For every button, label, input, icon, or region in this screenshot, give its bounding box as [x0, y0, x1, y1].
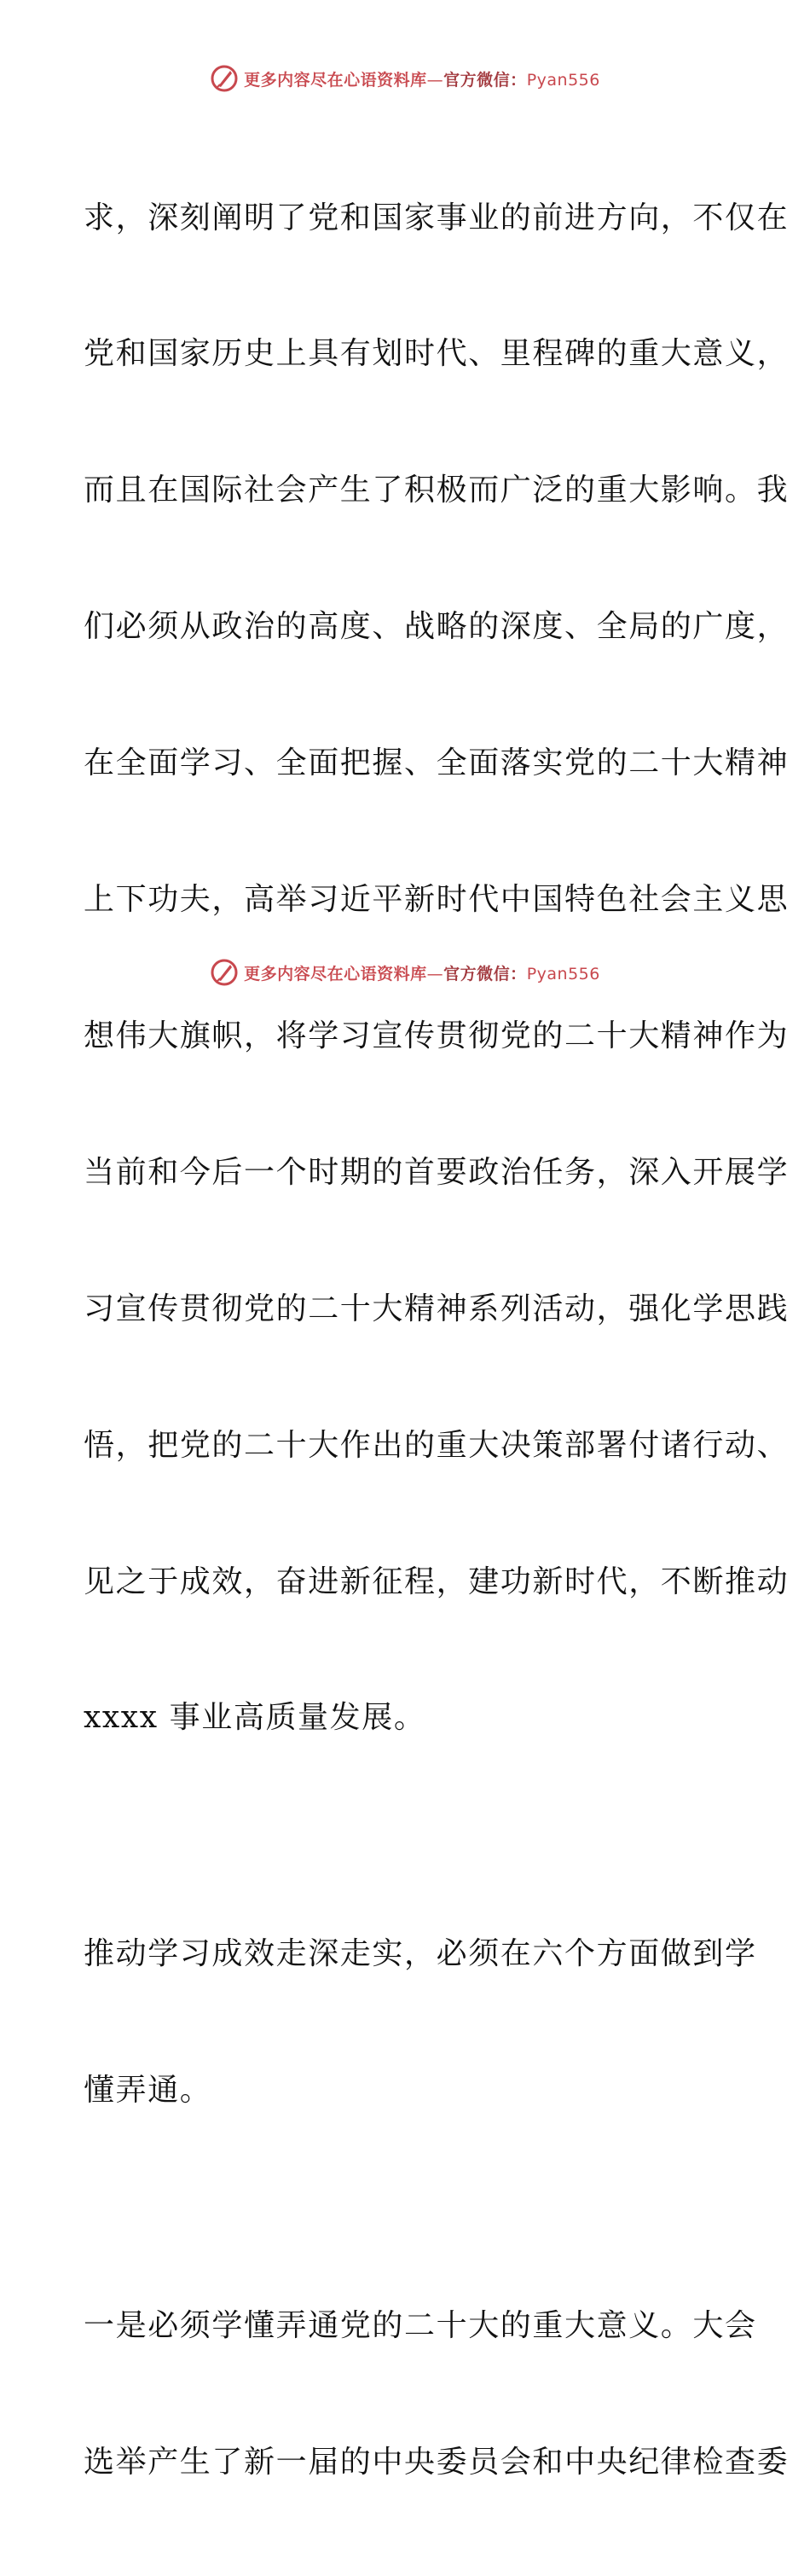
text-line: 在全面学习、全面把握、全面落实党的二十大精神: [84, 746, 790, 781]
text-line: 求，深刻阐明了党和国家事业的前进方向，不仅在: [84, 200, 790, 235]
paragraph-2: [84, 1840, 757, 2203]
text-line: 上下功夫，高举习近平新时代中国特色社会主义思: [84, 882, 790, 918]
text-line: 党和国家历史上具有划时代、里程碑的重大意义，: [84, 336, 790, 372]
text-line: 推动学习成效走深走实，必须在六个方面做到学: [84, 1935, 757, 1971]
text-line: xxxx 事业高质量发展。: [84, 1700, 426, 1736]
paragraph-spacer: [84, 1831, 732, 1840]
text-line: 选举产生了新一届的中央委员会和中央纪律检查委: [84, 2445, 790, 2480]
watermark-id: Pyan556: [526, 964, 600, 983]
watermark-dash: —: [426, 70, 444, 90]
watermark-main-text: 更多内容尽在心语资料库: [244, 964, 427, 983]
text-line: 当前和今后一个时期的首要政治任务，深入开展学: [84, 1154, 790, 1190]
text-line: 想伟大旗帜，将学习宣传贯彻党的二十大精神作为: [84, 1018, 790, 1053]
watermark-label: 官方微信：: [443, 70, 527, 90]
text-line: 习宣传贯彻党的二十大精神系列活动，强化学思践: [84, 1291, 790, 1326]
watermark-main-text: 更多内容尽在心语资料库: [244, 70, 427, 90]
watermark-label: 官方微信：: [443, 964, 527, 983]
text-line: 懂弄通。: [84, 2072, 212, 2108]
text-line: 悟，把党的二十大作出的重大决策部署付诸行动、: [84, 1427, 790, 1463]
quill-logo-icon: [210, 958, 239, 987]
text-line: 们必须从政治的高度、战略的深度、全局的广度，: [84, 609, 790, 645]
paragraph-3: [84, 2213, 790, 2576]
quill-logo-icon: [210, 64, 239, 93]
footer-watermark: [0, 955, 810, 989]
text-line: 见之于成效，奋进新征程，建功新时代，不断推动: [84, 1564, 790, 1599]
watermark-dash: —: [426, 964, 444, 983]
document-body: [84, 104, 790, 2576]
paragraph-spacer: [84, 2204, 732, 2213]
text-line: 而且在国际社会产生了积极而广泛的重大影响。我: [84, 473, 790, 508]
text-line: 一是必须学懂弄通党的二十大的重大意义。大会: [84, 2308, 757, 2344]
header-watermark: [0, 61, 810, 96]
watermark-id: Pyan556: [526, 70, 600, 90]
